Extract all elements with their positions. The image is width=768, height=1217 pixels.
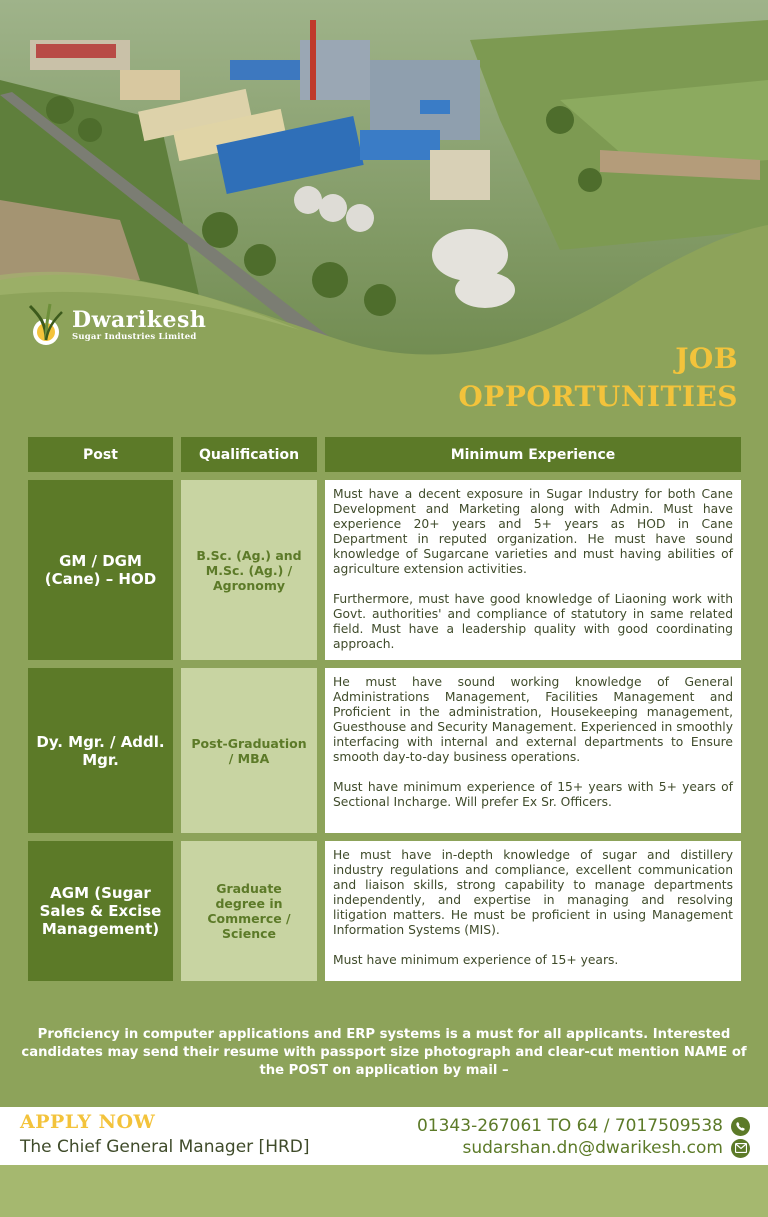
contact-info — [417, 1115, 750, 1159]
experience-paragraph: Furthermore, must have good knowledge of Liaoning work with Govt. authorities' and compliance of statutory in same related field. Must have a leadership quality with good coordinating approach. — [333, 592, 733, 651]
apply-bar — [0, 1107, 768, 1165]
company-logo — [26, 302, 206, 348]
table-row — [28, 668, 741, 833]
experience-paragraph: Must have minimum experience of 15+ years. — [333, 953, 619, 967]
apply-now-label: APPLY NOW — [20, 1111, 156, 1133]
application-note: Proficiency in computer applications and ERP systems is a must for all applicants. Interested candidates may send their resume with passport size photograph and clear-cut mention NAME of the POST on application by mail – — [21, 1027, 747, 1078]
brand-name: Dwarikesh — [72, 307, 207, 333]
post-cell: Dy. Mgr. / Addl. Mgr. — [28, 668, 173, 833]
header-qualification: Qualification — [181, 437, 317, 472]
table-row — [28, 841, 741, 981]
experience-cell — [325, 841, 741, 981]
whatsapp-icon — [731, 1117, 750, 1136]
experience-paragraph: Must have a decent exposure in Sugar Industry for both Cane Development and Marketing along with Admin. Must have experience 20+ years and 5+ years as HOD in Cane Department in reputed organization. He must have sound knowledge of Sugarcane varieties and must having abilities of agriculture extension activities. — [333, 487, 733, 576]
experience-paragraph: Must have minimum experience of 15+ years with 5+ years of Sectional Incharge. Will prefer Ex Sr. Officers. — [333, 780, 733, 809]
phone-number[interactable]: 01343-267061 TO 64 / 7017509538 — [416, 1116, 723, 1136]
apply-recipient: The Chief General Manager [HRD] — [20, 1137, 310, 1157]
email-address[interactable]: sudarshan.dn@dwarikesh.com — [462, 1138, 723, 1158]
job-table — [28, 437, 741, 989]
title-line-1: JOB — [675, 342, 738, 375]
bottom-band — [0, 1165, 768, 1217]
experience-cell — [325, 480, 741, 660]
email-line — [417, 1137, 750, 1159]
table-header — [28, 437, 741, 472]
post-cell: GM / DGM (Cane) – HOD — [28, 480, 173, 660]
experience-cell — [325, 668, 741, 833]
page-title — [458, 340, 738, 416]
phone-line — [417, 1115, 750, 1137]
brand-subtitle: Sugar Industries Limited — [72, 332, 197, 342]
sugarcane-leaf-icon — [26, 302, 66, 348]
title-line-2: OPPORTUNITIES — [458, 380, 738, 413]
post-cell: AGM (Sugar Sales & Excise Management) — [28, 841, 173, 981]
qualification-cell: Post-Graduation / MBA — [181, 668, 317, 833]
header-experience: Minimum Experience — [325, 437, 741, 472]
experience-paragraph: He must have sound working knowledge of General Administrations Management, Facilities Management and Proficient in the administration, Housekeeping management, Guesthouse and Security Management. Experienced in smoothly interfacing with internal and external departments to Ensure smooth day-to-day business operations. — [333, 675, 733, 764]
qualification-cell: B.Sc. (Ag.) and M.Sc. (Ag.) / Agronomy — [181, 480, 317, 660]
qualification-cell: Graduate degree in Commerce / Science — [181, 841, 317, 981]
mail-icon — [731, 1139, 750, 1158]
table-row — [28, 480, 741, 660]
experience-paragraph: He must have in-depth knowledge of sugar and distillery industry regulations and compliance, excellent communication and liaison skills, strong capability to manage departments independently, and expertise in managing and resolving litigation matters. He must be proficient in using Management Information Systems (MIS). — [333, 848, 733, 937]
header-post: Post — [28, 437, 173, 472]
